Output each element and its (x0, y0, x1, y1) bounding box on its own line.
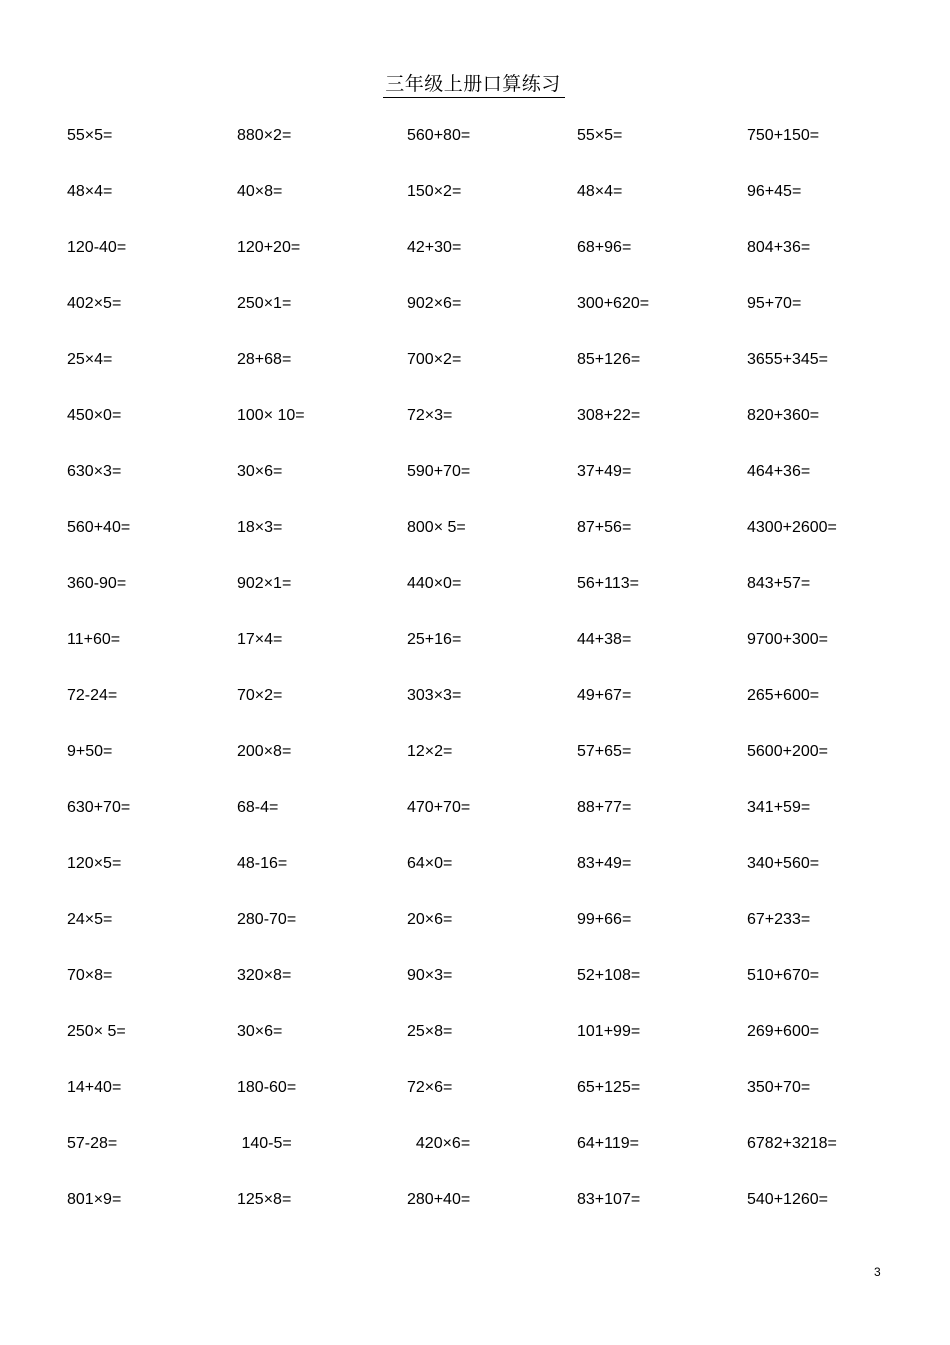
exercise-item: 9700+300= (747, 631, 828, 648)
exercise-item: 72×6= (407, 1079, 453, 1096)
exercise-item: 5600+200= (747, 743, 828, 760)
exercise-item: 30×6= (237, 463, 283, 480)
exercise-row (67, 794, 917, 850)
exercise-row (67, 122, 917, 178)
exercise-row (67, 1186, 917, 1242)
exercise-item: 17×4= (237, 631, 283, 648)
exercise-item: 6782+3218= (747, 1135, 837, 1152)
exercise-item: 150×2= (407, 183, 462, 200)
exercise-row (67, 178, 917, 234)
exercise-item: 590+70= (407, 463, 471, 480)
exercise-item: 70×8= (67, 967, 113, 984)
exercise-item: 269+600= (747, 1023, 820, 1040)
exercise-item: 88+77= (577, 799, 632, 816)
exercise-item: 28+68= (237, 351, 292, 368)
exercise-item: 800× 5= (407, 519, 466, 536)
exercise-item: 560+40= (67, 519, 131, 536)
exercise-item: 820+360= (747, 407, 820, 424)
exercise-item: 83+49= (577, 855, 632, 872)
title-area (0, 72, 950, 98)
exercise-item: 49+67= (577, 687, 632, 704)
exercise-row (67, 1130, 917, 1186)
exercise-row (67, 738, 917, 794)
exercise-item: 14+40= (67, 1079, 122, 1096)
exercise-item: 180-60= (237, 1079, 297, 1096)
exercise-row (67, 290, 917, 346)
exercise-item: 340+560= (747, 855, 820, 872)
exercise-row (67, 346, 917, 402)
exercise-item: 44+38= (577, 631, 632, 648)
exercise-item: 100× 10= (237, 407, 305, 424)
exercise-item: 96+45= (747, 183, 802, 200)
exercise-item: 402×5= (67, 295, 122, 312)
exercise-item: 72×3= (407, 407, 453, 424)
exercise-item: 85+126= (577, 351, 641, 368)
exercise-item: 57-28= (67, 1135, 118, 1152)
exercise-item: 902×1= (237, 575, 292, 592)
exercise-item: 20×6= (407, 911, 453, 928)
exercise-item: 902×6= (407, 295, 462, 312)
exercise-item: 101+99= (577, 1023, 641, 1040)
exercise-item: 250×1= (237, 295, 292, 312)
exercise-item: 4300+2600= (747, 519, 837, 536)
exercise-item: 30×6= (237, 1023, 283, 1040)
exercise-item: 630+70= (67, 799, 131, 816)
exercise-row (67, 402, 917, 458)
exercise-row (67, 626, 917, 682)
exercise-row (67, 1018, 917, 1074)
exercise-row (67, 962, 917, 1018)
exercise-item: 280-70= (237, 911, 297, 928)
exercise-item: 83+107= (577, 1191, 641, 1208)
exercise-item: 90×3= (407, 967, 453, 984)
exercise-item: 320×8= (237, 967, 292, 984)
exercise-item: 18×3= (237, 519, 283, 536)
exercise-item: 120+20= (237, 239, 301, 256)
exercise-item: 11+60= (67, 631, 121, 648)
exercise-item: 9+50= (67, 743, 113, 760)
exercise-row (67, 1074, 917, 1130)
exercise-item: 25×4= (67, 351, 113, 368)
exercise-item: 95+70= (747, 295, 802, 312)
exercise-item: 64×0= (407, 855, 453, 872)
exercise-item: 3655+345= (747, 351, 828, 368)
exercise-item: 125×8= (237, 1191, 292, 1208)
exercise-item: 540+1260= (747, 1191, 828, 1208)
exercise-item: 64+119= (577, 1135, 639, 1152)
exercise-item: 48-16= (237, 855, 288, 872)
exercise-item: 300+620= (577, 295, 650, 312)
exercise-item: 72-24= (67, 687, 118, 704)
exercise-item: 843+57= (747, 575, 811, 592)
page-title: 三年级上册口算练习 (383, 72, 565, 98)
exercise-item: 52+108= (577, 967, 641, 984)
exercise-item: 250× 5= (67, 1023, 126, 1040)
exercise-item: 200×8= (237, 743, 292, 760)
exercise-item: 450×0= (67, 407, 122, 424)
exercise-item: 464+36= (747, 463, 811, 480)
exercise-item: 24×5= (67, 911, 113, 928)
exercise-item: 880×2= (237, 127, 292, 144)
exercise-item: 120-40= (67, 239, 127, 256)
exercise-item: 341+59= (747, 799, 811, 816)
exercise-item: 48×4= (67, 183, 113, 200)
exercise-item: 67+233= (747, 911, 811, 928)
exercise-row (67, 458, 917, 514)
exercise-item: 350+70= (747, 1079, 811, 1096)
exercise-item: 470+70= (407, 799, 471, 816)
exercise-item: 630×3= (67, 463, 122, 480)
exercise-item: 55×5= (577, 127, 623, 144)
exercise-item: 265+600= (747, 687, 820, 704)
exercise-row (67, 850, 917, 906)
exercise-item: 801×9= (67, 1191, 122, 1208)
exercise-row (67, 906, 917, 962)
exercise-item: 25+16= (407, 631, 462, 648)
exercise-item: 700×2= (407, 351, 462, 368)
exercise-item: 55×5= (67, 127, 113, 144)
exercise-grid (67, 122, 917, 1242)
exercise-item: 12×2= (407, 743, 453, 760)
exercise-item: 750+150= (747, 127, 820, 144)
exercise-item: 510+670= (747, 967, 820, 984)
exercise-item: 280+40= (407, 1191, 471, 1208)
exercise-item: 360-90= (67, 575, 127, 592)
exercise-item: 420×6= (407, 1135, 471, 1152)
exercise-item: 440×0= (407, 575, 462, 592)
exercise-item: 140-5= (237, 1135, 292, 1152)
exercise-item: 56+113= (577, 575, 639, 592)
exercise-item: 560+80= (407, 127, 471, 144)
exercise-item: 57+65= (577, 743, 632, 760)
exercise-item: 25×8= (407, 1023, 453, 1040)
exercise-row (67, 234, 917, 290)
exercise-row (67, 682, 917, 738)
exercise-item: 87+56= (577, 519, 632, 536)
exercise-item: 804+36= (747, 239, 811, 256)
exercise-item: 303×3= (407, 687, 462, 704)
exercise-item: 68-4= (237, 799, 279, 816)
exercise-item: 68+96= (577, 239, 632, 256)
exercise-item: 120×5= (67, 855, 122, 872)
exercise-row (67, 514, 917, 570)
exercise-item: 308+22= (577, 407, 641, 424)
exercise-row (67, 570, 917, 626)
exercise-item: 65+125= (577, 1079, 641, 1096)
exercise-item: 40×8= (237, 183, 283, 200)
exercise-item: 99+66= (577, 911, 632, 928)
exercise-item: 37+49= (577, 463, 632, 480)
exercise-item: 42+30= (407, 239, 462, 256)
exercise-item: 70×2= (237, 687, 283, 704)
exercise-item: 48×4= (577, 183, 623, 200)
page-number: 3 (874, 1265, 881, 1279)
